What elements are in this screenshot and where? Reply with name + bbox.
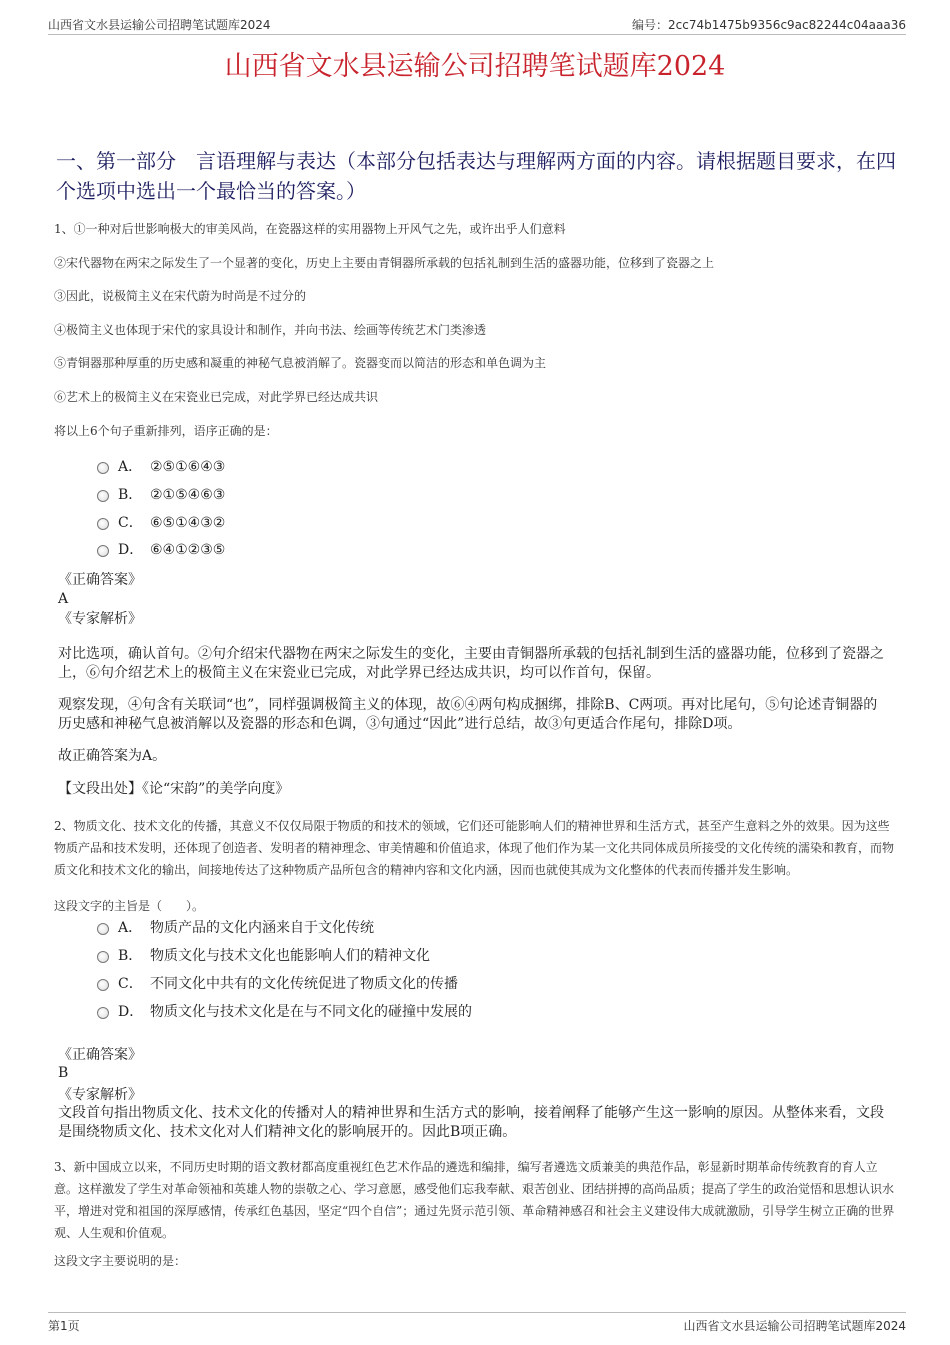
radio-icon[interactable] xyxy=(97,462,109,474)
page-number: 第1页 xyxy=(48,1319,80,1333)
q2-option-a[interactable]: A． 物质产品的文化内涵来自于文化传统 xyxy=(97,918,374,938)
q1-line-5: ⑤青铜器那种厚重的历史感和凝重的神秘气息被消解了。瓷器变而以简洁的形态和单色调为主 xyxy=(54,356,547,370)
radio-icon[interactable] xyxy=(97,923,109,935)
radio-icon[interactable] xyxy=(97,979,109,991)
q1-option-b[interactable]: B． ②①⑤④⑥③ xyxy=(97,485,225,505)
q1-answer: A xyxy=(58,591,69,607)
page-header xyxy=(48,14,906,35)
q1-option-d[interactable]: D． ⑥④①②③⑤ xyxy=(97,540,225,560)
section-heading: 一、第一部分 言语理解与表达（本部分包括表达与理解两方面的内容。请根据题目要求，在四个选项中选出一个最恰当的答案。） xyxy=(56,149,896,203)
q2-option-d[interactable]: D． 物质文化与技术文化是在与不同文化的碰撞中发展的 xyxy=(97,1002,472,1022)
page-footer xyxy=(48,1312,906,1337)
radio-icon[interactable] xyxy=(97,1007,109,1019)
q2-answer: B xyxy=(58,1065,69,1081)
q1-line-4: ④极简主义也体现于宋代的家具设计和制作，并向书法、绘画等传统艺术门类渗透 xyxy=(54,323,487,337)
q1-line-3: ③因此，说极简主义在宋代蔚为时尚是不过分的 xyxy=(54,289,307,303)
q1-line-2: ②宋代器物在两宋之际发生了一个显著的变化，历史上主要由青铜器所承载的包括礼制到生活的盛器功能，位移到了瓷器之上 xyxy=(54,256,715,270)
q1-question: 将以上6个句子重新排列，语序正确的是： xyxy=(54,424,278,438)
q2-analysis-label: 《专家解析》 xyxy=(58,1087,142,1103)
q3-question: 这段文字主要说明的是： xyxy=(54,1254,187,1268)
q1-line-1: 1、①一种对后世影响极大的审美风尚，在瓷器这样的实用器物上开风气之先，或许出乎人们意料 xyxy=(54,222,566,236)
q2-option-b[interactable]: B． 物质文化与技术文化也能影响人们的精神文化 xyxy=(97,946,430,966)
q2-question: 这段文字的主旨是（ ）。 xyxy=(54,899,205,913)
q1-option-a[interactable]: A． ②⑤①⑥④③ xyxy=(97,457,225,477)
q2-option-c[interactable]: C． 不同文化中共有的文化传统促进了物质文化的传播 xyxy=(97,974,458,994)
q1-analysis-label: 《专家解析》 xyxy=(58,611,142,627)
header-doc-title: 山西省文水县运输公司招聘笔试题库2024 xyxy=(48,18,271,32)
radio-icon[interactable] xyxy=(97,951,109,963)
q1-analysis-3: 故正确答案为A。 xyxy=(58,748,167,764)
q1-line-6: ⑥艺术上的极简主义在宋瓷业已完成，对此学界已经达成共识 xyxy=(54,390,379,404)
q2-analysis: 文段首句指出物质文化、技术文化的传播对人的精神世界和生活方式的影响，接着阐释了能够产生这一影响的原因。从整体来看，文段是围绕物质文化、技术文化对人们精神文化的影响展开的。因此B项正确。 xyxy=(58,1105,884,1140)
radio-icon[interactable] xyxy=(97,518,109,530)
q2-stem: 2、物质文化、技术文化的传播，其意义不仅仅局限于物质的和技术的领域，它们还可能影响人们的精神世界和生活方式，甚至产生意料之外的效果。因为这些物质产品和技术发明，还体现了创造者、发明者的精神理念、审美情趣和价值追求，体现了他们作为某一文化共同体成员所接受的文化传统的濡染和教育，而物质文化和技术文化的输出，间接地传达了这种物质产品所包含的精神内容和文化内涵，因而也就使其成为文化整体的代表而传播并发生影响。 xyxy=(54,819,895,877)
q1-analysis-1: 对比选项，确认首句。②句介绍宋代器物在两宋之际发生的变化，主要由青铜器所承载的包括礼制到生活的盛器功能，位移到了瓷器之上，⑥句介绍艺术上的极简主义在宋瓷业已完成，对此学界已经达成共识，均可以作首句，保留。 xyxy=(58,646,884,681)
header-doc-id: 编号：2cc74b1475b9356c9ac82244c04aaa36 xyxy=(632,18,906,32)
q1-option-c[interactable]: C． ⑥⑤①④③② xyxy=(97,513,225,533)
radio-icon[interactable] xyxy=(97,545,109,557)
page-title: 山西省文水县运输公司招聘笔试题库2024 xyxy=(224,51,726,82)
q1-answer-label: 《正确答案》 xyxy=(58,572,142,588)
footer-doc-title: 山西省文水县运输公司招聘笔试题库2024 xyxy=(683,1319,906,1333)
q3-stem: 3、新中国成立以来，不同历史时期的语文教材都高度重视红色艺术作品的遴选和编排，编写者遴选文质兼美的典范作品，彰显新时期革命传统教育的育人立意。这样激发了学生对革命领袖和英雄人物的崇敬之心、学习意愿，感受他们忘我奉献、艰苦创业、团结拼搏的高尚品质；提高了学生的政治觉悟和思想认识水平，增进对党和祖国的深厚感情，传承红色基因，坚定“四个自信”；通过先贤示范引领、革命精神感召和社会主义建设伟大成就激励，引导学生树立正确的世界观、人生观和价值观。 xyxy=(54,1160,895,1240)
q2-answer-label: 《正确答案》 xyxy=(58,1047,142,1063)
q1-source: 【文段出处】《论“宋韵”的美学向度》 xyxy=(58,781,290,797)
q1-analysis-2: 观察发现，④句含有关联词“也”，同样强调极简主义的体现，故⑥④两句构成捆绑，排除B、C两项。再对比尾句，⑤句论述青铜器的历史感和神秘气息被消解以及瓷器的形态和色调，③句通过“因此”进行总结，故③句更适合作尾句，排除D项。 xyxy=(58,697,878,732)
radio-icon[interactable] xyxy=(97,490,109,502)
